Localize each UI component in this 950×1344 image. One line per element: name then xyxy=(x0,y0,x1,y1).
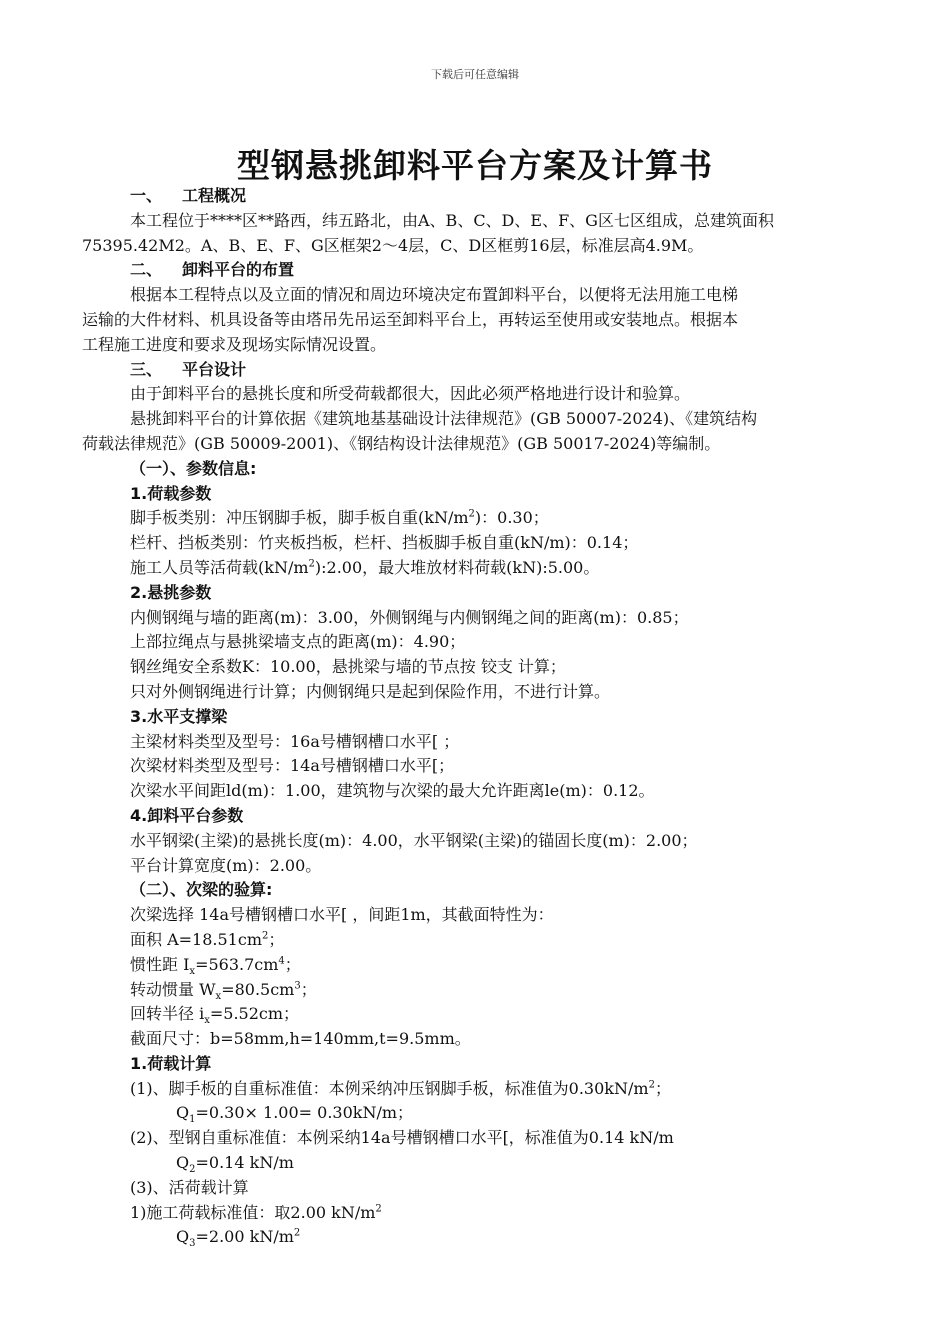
text: Q xyxy=(176,1227,190,1247)
superscript: 2 xyxy=(308,558,315,570)
calc-line: (2)、型钢自重标准值：本例采纳14a号槽钢槽口水平[，标准值为0.14 kN/m xyxy=(130,1128,674,1148)
param-line: 栏杆、挡板类别：竹夹板挡板，栏杆、挡板脚手板自重(kN/m)：0.14； xyxy=(130,533,639,553)
text: ； xyxy=(284,954,301,974)
superscript: 2 xyxy=(648,1079,655,1091)
document-title: 型钢悬挑卸料平台方案及计算书 xyxy=(237,146,713,185)
load-calc-heading: 1.荷载计算 xyxy=(130,1053,212,1073)
text: 施工人员等活荷载(kN/m xyxy=(130,557,309,577)
text: (1)、脚手板的自重标准值：本例采纳冲压钢脚手板，标准值为0.30kN/m xyxy=(130,1078,649,1098)
text: Q xyxy=(176,1103,190,1123)
paragraph-line: 运输的大件材料、机具设备等由塔吊先吊运至卸料平台上，再转运至使用或安装地点。根据本 xyxy=(82,309,739,329)
calc-line xyxy=(82,1201,872,1226)
section-title: 卸料平台的布置 xyxy=(182,260,295,280)
formula-line xyxy=(82,1225,872,1250)
param-line: 钢丝绳安全系数K：10.00，悬挑梁与墙的节点按 铰支 计算； xyxy=(130,657,566,677)
text: 回转半径 i xyxy=(130,1004,205,1024)
section-number: 一、 xyxy=(130,186,163,205)
section-number: 二、 xyxy=(130,260,163,280)
platform-params-heading: 4.卸料平台参数 xyxy=(130,805,244,825)
calc-line xyxy=(82,1077,872,1102)
param-line: 次梁水平间距ld(m)：1.00，建筑物与次梁的最大允许距离le(m)：0.12。 xyxy=(130,781,655,801)
param-line: 只对外侧钢绳进行计算；内侧钢绳只是起到保险作用，不进行计算。 xyxy=(130,681,611,701)
paragraph-line: 由于卸料平台的悬挑长度和所受荷载都很大，因此必须严格地进行设计和验算。 xyxy=(130,384,691,404)
superscript: 2 xyxy=(468,509,475,521)
subsection-heading-params: （一）、参数信息: xyxy=(130,458,257,478)
section-number: 三、 xyxy=(130,359,163,379)
param-line: 主梁材料类型及型号：16a号槽钢槽口水平[ ； xyxy=(130,731,460,751)
text: 面积 A=18.51cm xyxy=(130,929,262,949)
text: ； xyxy=(654,1078,671,1098)
superscript: 2 xyxy=(375,1203,382,1215)
section-title: 平台设计 xyxy=(182,359,247,379)
subscript: x xyxy=(215,990,222,1002)
text: =5.52cm； xyxy=(209,1004,300,1024)
formula-line xyxy=(82,1151,872,1176)
paragraph-line: 工程施工进度和要求及现场实际情况设置。 xyxy=(82,334,387,354)
param-line: 内侧钢绳与墙的距离(m)：3.00，外侧钢绳与内侧钢绳之间的距离(m)：0.85； xyxy=(130,607,689,627)
calc-line: (3)、活荷载计算 xyxy=(130,1177,249,1197)
param-line: 上部拉绳点与悬挑梁墙支点的距离(m)：4.90； xyxy=(130,632,466,652)
subscript: x xyxy=(204,1015,210,1027)
section-heading-3 xyxy=(82,358,872,383)
param-line xyxy=(82,556,872,581)
beam-params-heading: 3.水平支撑梁 xyxy=(130,706,228,726)
section-dimensions: 截面尺寸：b=58mm,h=140mm,t=9.5mm。 xyxy=(130,1029,471,1049)
subscript: 2 xyxy=(189,1164,196,1176)
section-heading-2 xyxy=(82,258,872,283)
param-line: 次梁材料类型及型号：14a号槽钢槽口水平[； xyxy=(130,756,455,776)
text: =563.7cm xyxy=(195,954,279,974)
section-heading-1 xyxy=(82,184,872,209)
section-inertia xyxy=(82,953,872,978)
text: =2.00 kN/m xyxy=(195,1227,294,1247)
superscript: 3 xyxy=(294,980,301,992)
text: =80.5cm xyxy=(221,979,295,999)
text: ； xyxy=(268,929,285,949)
text: )：0.30； xyxy=(474,508,549,528)
formula-line xyxy=(82,1101,872,1126)
superscript: 2 xyxy=(293,1228,301,1240)
header-note: 下载后可任意编辑 xyxy=(431,68,519,81)
document-body xyxy=(82,184,872,1250)
text: 惯性距 I xyxy=(130,954,190,974)
text: 1)施工荷载标准值：取2.00 kN/m xyxy=(130,1202,376,1222)
param-line: 平台计算宽度(m)：2.00。 xyxy=(130,855,322,875)
subsection-heading-secondary: （二）、次梁的验算: xyxy=(130,880,273,900)
text: =0.30× 1.00= 0.30kN/m； xyxy=(195,1103,414,1123)
param-line xyxy=(82,506,872,531)
load-params-heading: 1.荷载参数 xyxy=(130,483,212,503)
subscript: 3 xyxy=(189,1238,196,1250)
cantilever-params-heading: 2.悬挑参数 xyxy=(130,582,212,602)
text: ； xyxy=(300,979,317,999)
paragraph-line: 荷载法律规范》(GB 50009-2001)、《钢结构设计法律规范》(GB 50017-2024)等编制。 xyxy=(82,433,721,453)
secondary-intro: 次梁选择 14a号槽钢槽口水平[ ，间距1m，其截面特性为： xyxy=(130,905,554,925)
paragraph-line: 75395.42M2。A、B、E、F、G区框架2～4层，C、D区框剪16层，标准层高4.9M。 xyxy=(82,235,704,255)
superscript: 2 xyxy=(262,930,269,942)
text: Q xyxy=(176,1153,190,1173)
subscript: 1 xyxy=(189,1114,196,1126)
subscript: x xyxy=(189,965,196,977)
text: 转动惯量 W xyxy=(130,979,216,999)
param-line: 水平钢梁(主梁)的悬挑长度(m)：4.00，水平钢梁(主梁)的锚固长度(m)：2.00； xyxy=(130,830,698,850)
section-title: 工程概况 xyxy=(182,186,247,205)
paragraph-line: 本工程位于****区**路西，纬五路北，由A、B、C、D、E、F、G区七区组成，总建筑面积 xyxy=(130,210,774,230)
paragraph-line: 根据本工程特点以及立面的情况和周边环境决定布置卸料平台，以便将无法用施工电梯 xyxy=(130,285,739,305)
text: ):2.00，最大堆放材料荷载(kN):5.00。 xyxy=(314,557,600,577)
section-modulus xyxy=(82,978,872,1003)
paragraph-line: 悬挑卸料平台的计算依据《建筑地基基础设计法律规范》(GB 50007-2024)、《建筑结构 xyxy=(130,409,758,429)
section-radius xyxy=(82,1002,872,1027)
text: =0.14 kN/m xyxy=(195,1153,294,1173)
section-area xyxy=(82,928,872,953)
text: 脚手板类别：冲压钢脚手板，脚手板自重(kN/m xyxy=(130,508,469,528)
superscript: 4 xyxy=(278,955,285,967)
